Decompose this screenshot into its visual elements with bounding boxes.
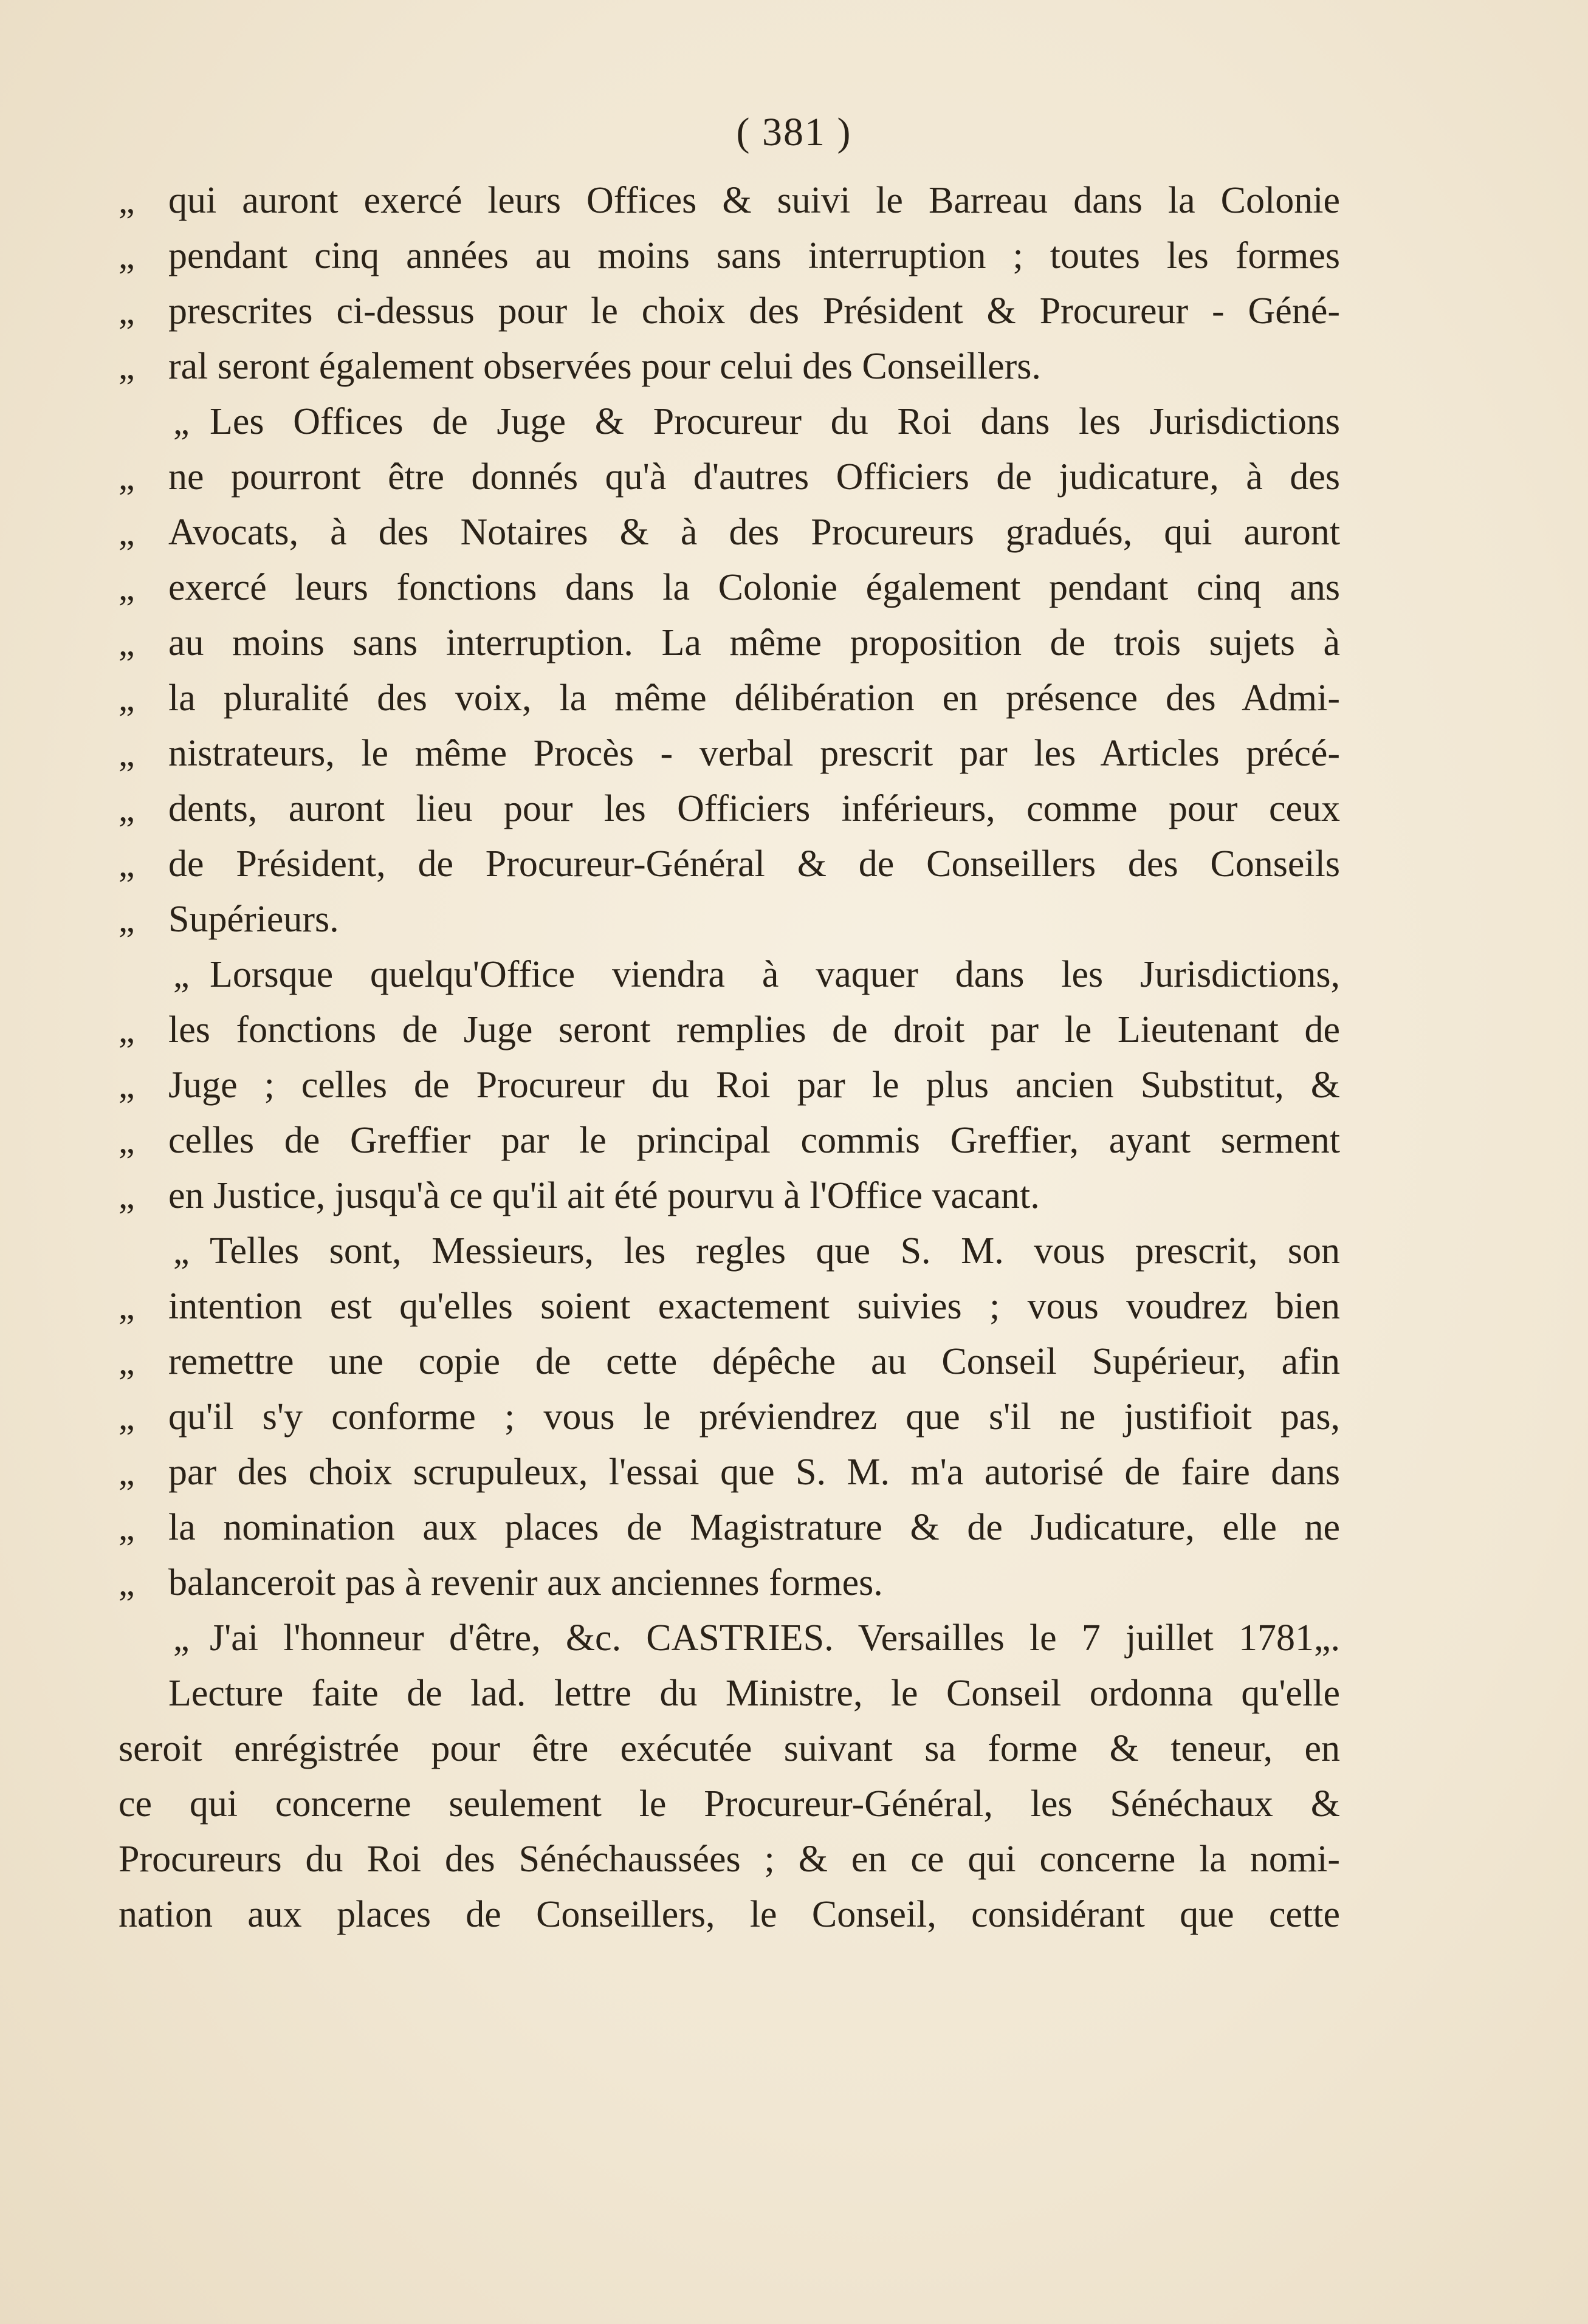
- text-line: [119, 228, 1340, 284]
- text-line: [119, 892, 1340, 947]
- quote-mark: „: [119, 567, 135, 608]
- quote-mark: „: [119, 1342, 135, 1382]
- text-line: [119, 450, 1340, 505]
- line-text: nistrateurs, le même Procès - verbal prescrit par les Articles précé-: [168, 733, 1340, 774]
- text-line: [119, 671, 1340, 726]
- quote-mark: „: [119, 1010, 135, 1050]
- line-text: au moins sans interruption. La même proposition de trois sujets à: [168, 622, 1340, 663]
- line-text: exercé leurs fonctions dans la Colonie également pendant cinq ans: [168, 567, 1340, 608]
- text-line: [119, 560, 1340, 615]
- text-line: [119, 615, 1340, 671]
- line-text: intention est qu'elles soient exactement suivies ; vous voudrez bien: [168, 1286, 1340, 1327]
- quote-mark: „: [119, 236, 135, 276]
- quote-mark: „: [173, 955, 190, 995]
- text-line: [119, 781, 1340, 837]
- quote-mark: „: [173, 1618, 190, 1658]
- line-text: par des choix scrupuleux, l'essai que S. M. m'a autorisé de faire dans: [168, 1452, 1340, 1493]
- quote-mark: „: [173, 402, 190, 442]
- quote-mark: „: [119, 1065, 135, 1105]
- quote-mark: „: [173, 1231, 190, 1271]
- text-line: [119, 726, 1340, 781]
- text-line: [119, 1500, 1340, 1555]
- text-line: [119, 1666, 1340, 1721]
- text-line: [119, 1113, 1340, 1168]
- line-text: nation aux places de Conseillers, le Conseil, considérant que cette: [119, 1894, 1340, 1935]
- line-text: remettre une copie de cette dépêche au Conseil Supérieur, afin: [168, 1341, 1340, 1382]
- text-line: [119, 1334, 1340, 1390]
- text-line: [119, 1168, 1340, 1224]
- quote-mark: „: [119, 789, 135, 829]
- text-line: [119, 1887, 1340, 1942]
- text-line: [119, 394, 1340, 450]
- line-text: Avocats, à des Notaires & à des Procureurs gradués, qui auront: [168, 512, 1340, 553]
- line-text: Procureurs du Roi des Sénéchaussées ; & en ce qui concerne la nomi-: [119, 1839, 1340, 1880]
- quote-mark: „: [119, 1176, 135, 1216]
- quote-mark: „: [119, 512, 135, 552]
- line-text: qui auront exercé leurs Offices & suivi le Barreau dans la Colonie: [168, 180, 1340, 221]
- line-text: Lorsque quelqu'Office viendra à vaquer dans les Jurisdictions,: [210, 954, 1340, 995]
- quote-mark: „: [119, 899, 135, 939]
- text-line: [119, 339, 1340, 394]
- line-text: ral seront également observées pour celui des Conseillers.: [168, 346, 1041, 387]
- text-line: [119, 1003, 1340, 1058]
- quote-mark: „: [119, 1452, 135, 1492]
- line-text: en Justice, jusqu'à ce qu'il ait été pourvu à l'Office vacant.: [168, 1175, 1040, 1216]
- quote-mark: „: [119, 623, 135, 663]
- body-text: [119, 173, 1340, 1942]
- text-line: [119, 837, 1340, 892]
- line-text: Telles sont, Messieurs, les regles que S. M. vous prescrit, son: [210, 1230, 1340, 1272]
- text-line: [119, 505, 1340, 560]
- line-text: J'ai l'honneur d'être, &c. CASTRIES. Versailles le 7 juillet 1781„.: [210, 1617, 1340, 1659]
- line-text: la pluralité des voix, la même délibération en présence des Admi-: [168, 677, 1340, 719]
- text-line: [119, 947, 1340, 1003]
- text-line: [119, 1445, 1340, 1500]
- text-line: [119, 1224, 1340, 1279]
- text-line: [119, 1777, 1340, 1832]
- text-line: [119, 1555, 1340, 1611]
- line-text: balanceroit pas à revenir aux anciennes formes.: [168, 1562, 883, 1603]
- quote-mark: „: [119, 1120, 135, 1160]
- line-text: prescrites ci-dessus pour le choix des Président & Procureur - Géné-: [168, 290, 1340, 332]
- text-line: [119, 284, 1340, 339]
- text-line: [119, 1279, 1340, 1334]
- page-number: ( 381 ): [736, 110, 852, 154]
- line-text: Lecture faite de lad. lettre du Ministre, le Conseil ordonna qu'elle: [168, 1673, 1340, 1714]
- line-text: qu'il s'y conforme ; vous le préviendrez que s'il ne justifioit pas,: [168, 1396, 1340, 1438]
- line-text: ne pourront être donnés qu'à d'autres Officiers de judicature, à des: [168, 456, 1340, 498]
- text-line: [119, 1721, 1340, 1777]
- text-line: [119, 1390, 1340, 1445]
- line-text: Supérieurs.: [168, 899, 339, 940]
- line-text: de Président, de Procureur-Général & de Conseillers des Conseils: [168, 843, 1340, 885]
- quote-mark: „: [119, 1507, 135, 1548]
- line-text: Juge ; celles de Procureur du Roi par le plus ancien Substitut, &: [168, 1064, 1340, 1106]
- quote-mark: „: [119, 291, 135, 331]
- line-text: dents, auront lieu pour les Officiers inférieurs, comme pour ceux: [168, 788, 1340, 829]
- quote-mark: „: [119, 457, 135, 497]
- line-text: seroit enrégistrée pour être exécutée suivant sa forme & teneur, en: [119, 1728, 1340, 1769]
- line-text: celles de Greffier par le principal commis Greffier, ayant serment: [168, 1120, 1340, 1161]
- quote-mark: „: [119, 346, 135, 386]
- line-text: ce qui concerne seulement le Procureur-Général, les Sénéchaux &: [119, 1783, 1340, 1825]
- quote-mark: „: [119, 844, 135, 884]
- text-line: [119, 1058, 1340, 1113]
- line-text: les fonctions de Juge seront remplies de droit par le Lieutenant de: [168, 1009, 1340, 1051]
- line-text: Les Offices de Juge & Procureur du Roi dans les Jurisdictions: [210, 401, 1340, 442]
- text-line: [119, 173, 1340, 228]
- quote-mark: „: [119, 1563, 135, 1603]
- quote-mark: „: [119, 1397, 135, 1437]
- quote-mark: „: [119, 1286, 135, 1326]
- line-text: pendant cinq années au moins sans interruption ; toutes les formes: [168, 235, 1340, 276]
- quote-mark: „: [119, 733, 135, 773]
- text-line: [119, 1611, 1340, 1666]
- text-line: [119, 1832, 1340, 1887]
- line-text: la nomination aux places de Magistrature & de Judicature, elle ne: [168, 1507, 1340, 1548]
- quote-mark: „: [119, 678, 135, 718]
- quote-mark: „: [119, 180, 135, 221]
